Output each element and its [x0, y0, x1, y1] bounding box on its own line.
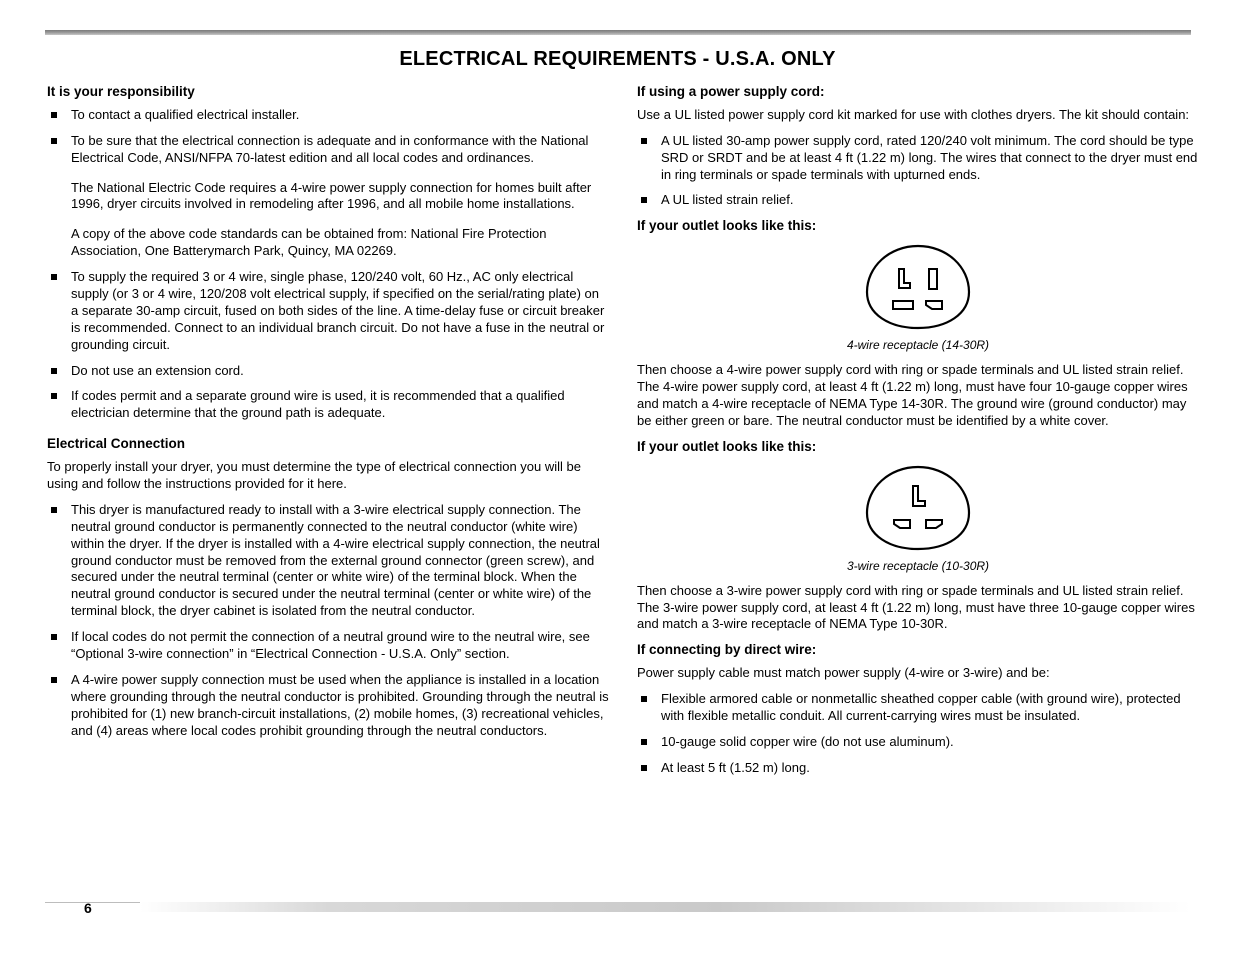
page-title: ELECTRICAL REQUIREMENTS - U.S.A. ONLY: [399, 48, 836, 70]
list-item: To be sure that the electrical connection is adequate and in conformance with the National Electrical Code, ANSI/NFPA 70-latest edition and all local codes and ordinances.: [47, 133, 609, 167]
footer-gradient: [140, 902, 1191, 912]
receptacle-3wire-figure: [637, 464, 1199, 557]
outlet-heading-3wire: If your outlet looks like this:: [637, 438, 817, 454]
list-item: To supply the required 3 or 4 wire, single phase, 120/240 volt, 60 Hz., AC only electrical supply (or 3 or 4 wire, 120/208 volt electrical supply, if specified on the serial/rating plate) on a separate 30-amp circuit, fused on both sides of the line. A time-delay fuse or circuit breaker is recommended. Connect to an individual branch circuit. Do not have a fuse in the neutral or grounding circuit.: [47, 269, 609, 353]
responsibility-list-part-2: [47, 269, 609, 422]
responsibility-list-part-1: [47, 107, 609, 167]
list-item: A UL listed strain relief.: [637, 192, 1199, 209]
list-item: This dryer is manufactured ready to install with a 3-wire electrical supply connection. The neutral ground conductor is permanently connected to the neutral conductor (white wire) within the dryer. If the dryer is installed with a 4-wire electrical supply connection, the neutral ground conductor must be removed from the external ground connector (green screw), and secured under the neutral terminal (center or white wire) of the terminal block. When the neutral ground conductor is secured under the neutral terminal (center or white wire) of the terminal block, the dryer cabinet is isolated from the neutral conductor.: [47, 502, 609, 620]
electrical-connection-list: [47, 502, 609, 740]
electrical-connection-intro: To properly install your dryer, you must determine the type of electrical connection you will be using and follow the instructions provided for it here.: [47, 459, 581, 491]
direct-wire-heading: If connecting by direct wire:: [637, 642, 817, 658]
right-column: [637, 84, 1199, 786]
outlet-heading-4wire: If your outlet looks like this:: [637, 218, 817, 234]
code-standards-paragraph: A copy of the above code standards can be obtained from: National Fire Protection Association, One Batterymarch Park, Quincy, MA 02269.: [71, 226, 547, 259]
footer-divider: [45, 902, 1191, 912]
paragraph-3wire-cord: Then choose a 3-wire power supply cord with ring or spade terminals and UL listed strain relief. The 3-wire power supply cord, at least 4 ft (1.22 m) long, must have three 10-gauge copper wires and match a 3-wire receptacle of NEMA Type 10-30R.: [637, 582, 1195, 632]
receptacle-4wire-icon: [863, 243, 973, 331]
list-item: Do not use an extension cord.: [47, 363, 609, 380]
list-item: 10-gauge solid copper wire (do not use aluminum).: [637, 734, 1199, 751]
list-item: A 4-wire power supply connection must be used when the appliance is installed in a location where grounding through the neutral conductor is prohibited. Grounding through the neutral is prohibited for (1) new branch-circuit installations, (2) mobile homes, (3) recreational vehicles, and (4) areas where local codes prohibit grounding through the neutral conductors.: [47, 672, 609, 740]
left-column: [47, 84, 609, 748]
list-item: At least 5 ft (1.52 m) long.: [637, 760, 1199, 777]
direct-wire-intro: Power supply cable must match power supply (4-wire or 3-wire) and be:: [637, 665, 1050, 681]
list-item: If local codes do not permit the connection of a neutral ground wire to the neutral wire, see “Optional 3-wire connection” in “Electrical Connection - U.S.A. Only” section.: [47, 629, 609, 663]
receptacle-3wire-icon: [863, 464, 973, 552]
receptacle-3wire-caption: 3-wire receptacle (10-30R): [846, 558, 990, 573]
receptacle-4wire-figure: [637, 243, 1199, 336]
list-item: If codes permit and a separate ground wire is used, it is recommended that a qualified electrician determine that the ground path is adequate.: [47, 388, 609, 422]
receptacle-4wire-caption: 4-wire receptacle (14-30R): [846, 338, 990, 353]
power-supply-cord-intro: Use a UL listed power supply cord kit marked for use with clothes dryers. The kit should contain:: [637, 106, 1190, 122]
power-supply-cord-heading: If using a power supply cord:: [637, 84, 825, 99]
list-item: Flexible armored cable or nonmetallic sheathed copper cable (with ground wire), protected with flexible metallic conduit. All current-carrying wires must be insulated.: [637, 691, 1199, 725]
electrical-connection-heading: Electrical Connection: [47, 436, 186, 452]
code-note-paragraph: The National Electric Code requires a 4-wire power supply connection for homes built after 1996, dryer circuits involved in remodeling after 1996, and all mobile home installations.: [71, 179, 592, 212]
header-divider: [45, 30, 1191, 35]
power-supply-cord-list: [637, 133, 1199, 210]
paragraph-4wire-cord: Then choose a 4-wire power supply cord with ring or spade terminals and UL listed strain relief. The 4-wire power supply cord, at least 4 ft (1.22 m) long, must have four 10-gauge copper wires and match a 4-wire receptacle of NEMA Type 14-30R. The ground wire (ground conductor) may be either green or bare. The neutral conductor must be identified by a white cover.: [637, 362, 1188, 428]
page-number: 6: [84, 900, 92, 916]
responsibility-heading: It is your responsibility: [47, 84, 195, 99]
list-item: A UL listed 30-amp power supply cord, rated 120/240 volt minimum. The cord should be type SRD or SRDT and be at least 4 ft (1.22 m) long. The wires that connect to the dryer must end in ring terminals or spade terminals with upturned ends.: [637, 133, 1199, 184]
direct-wire-list: [637, 691, 1199, 777]
list-item: To contact a qualified electrical installer.: [47, 107, 609, 124]
